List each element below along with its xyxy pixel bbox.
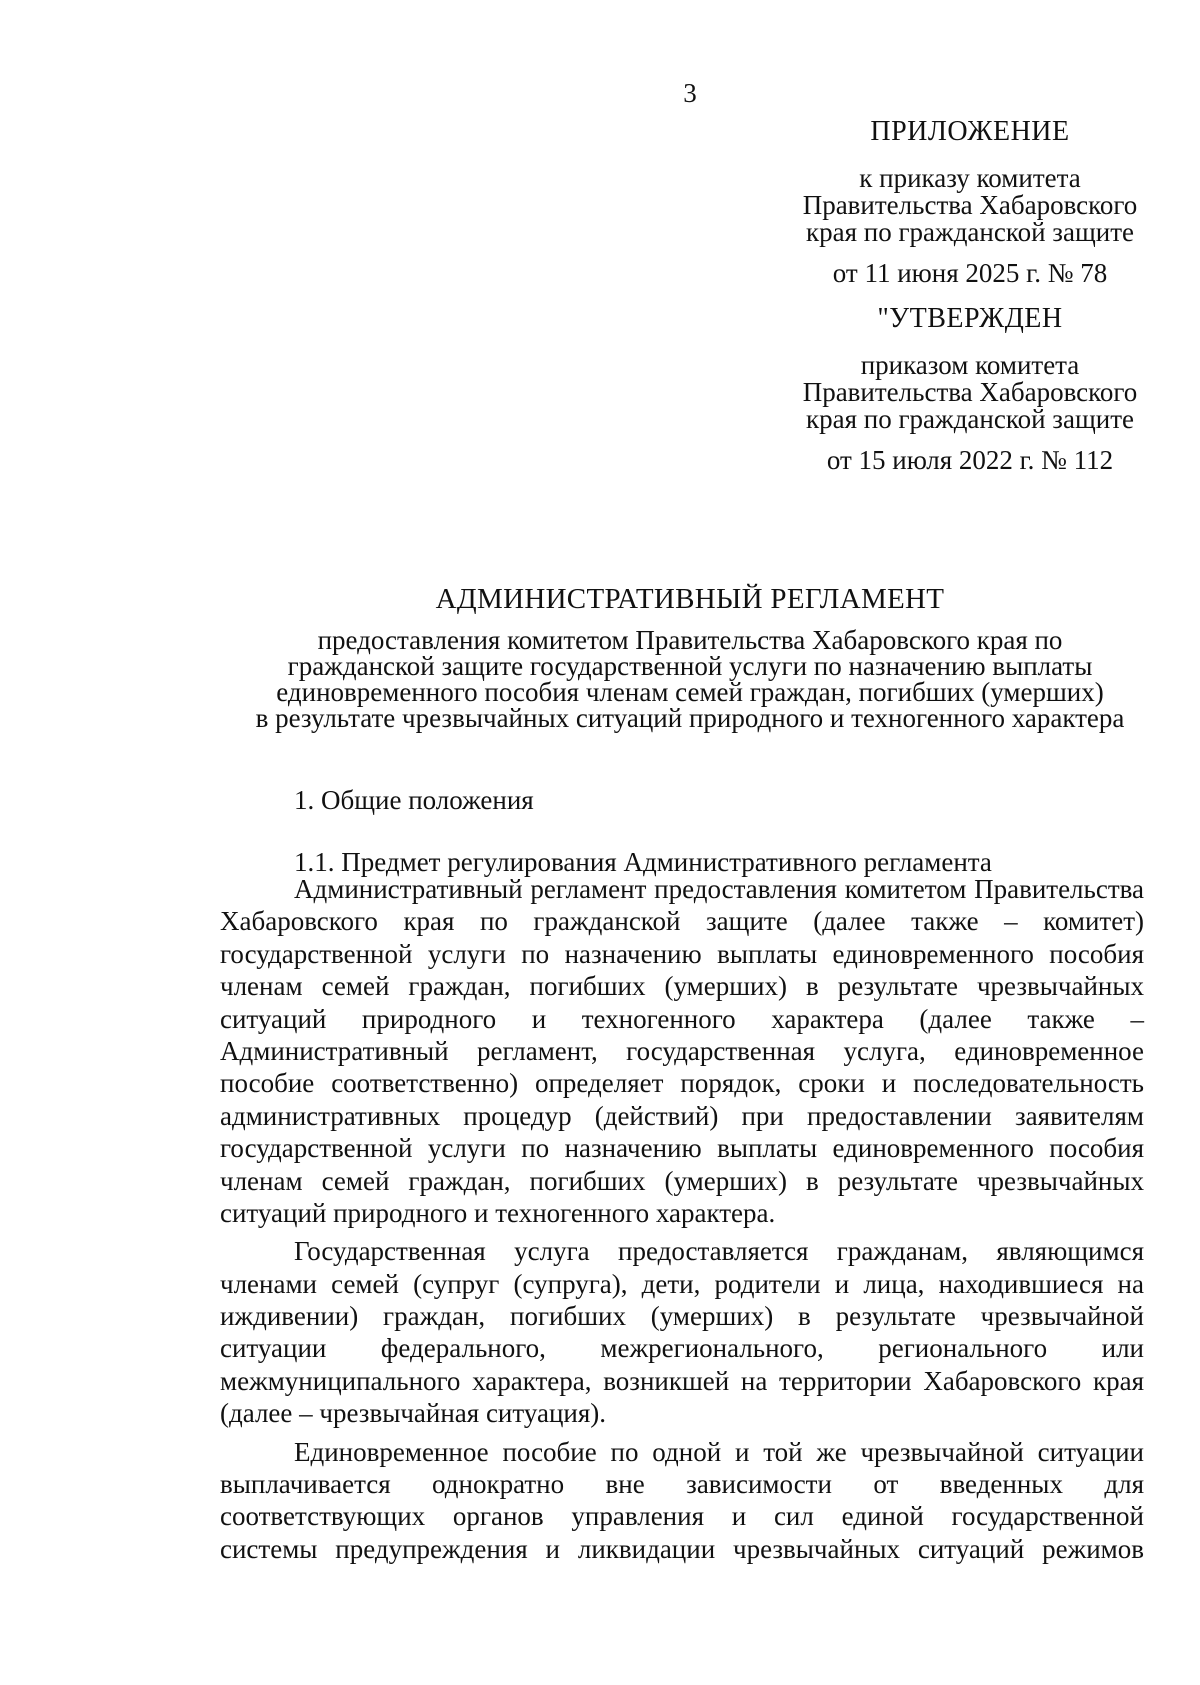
subtitle-line: гражданской защите государственной услуги по назначению выплаты — [287, 651, 1093, 681]
appendix-line: к приказу комитета — [859, 163, 1081, 193]
appendix-block — [790, 118, 1150, 287]
text-line: административных процедур (действий) при предоставлении заявителям — [220, 1100, 1144, 1131]
page-number: 3 — [683, 78, 697, 108]
text-line: ситуации федерального, межрегионального, регионального или — [220, 1333, 1144, 1364]
text-line: межмуниципального характера, возникшей на территории Хабаровского края — [220, 1365, 1144, 1396]
text-line: государственной услуги по назначению выплаты единовременного пособия — [220, 938, 1144, 969]
subtitle-line: предоставления комитетом Правительства Хабаровского края по — [317, 625, 1063, 655]
approved-line: Правительства Хабаровского — [802, 377, 1138, 407]
text-line: Административный регламент предоставления комитетом Правительства — [294, 874, 1144, 904]
text-line: Единовременное пособие по одной и той же чрезвычайной ситуации — [294, 1436, 1144, 1467]
text-line: пособие соответственно) определяет порядок, сроки и последовательность — [220, 1068, 1144, 1099]
text-line: членам семей граждан, погибших (умерших) в результате чрезвычайных — [220, 1165, 1144, 1196]
document-title: АДМИНИСТРАТИВНЫЙ РЕГЛАМЕНТ — [435, 583, 945, 615]
text-line: Хабаровского края по гражданской защите (далее также – комитет) — [220, 906, 1144, 937]
appendix-title: ПРИЛОЖЕНИЕ — [870, 116, 1070, 147]
text-line: Административный регламент, государственная услуга, единовременное — [220, 1035, 1144, 1066]
subtitle-line: в результате чрезвычайных ситуаций природного и техногенного характера — [255, 703, 1125, 733]
text-line: государственной услуги по назначению выплаты единовременного пособия — [220, 1133, 1144, 1164]
paragraph — [220, 1235, 1144, 1429]
text-line: выплачивается однократно вне зависимости от введенных для — [220, 1469, 1144, 1500]
paragraph — [220, 1436, 1144, 1566]
appendix-line: Правительства Хабаровского — [802, 190, 1138, 220]
text-line: (далее – чрезвычайная ситуация). — [220, 1398, 607, 1429]
section-heading: 1. Общие положения — [294, 785, 534, 815]
text-line: соответствующих органов управления и сил единой государственной — [220, 1501, 1144, 1532]
text-line: ситуаций природного и техногенного характера. — [220, 1197, 776, 1228]
paragraph — [220, 873, 1144, 1229]
approved-line: края по гражданской защите — [806, 404, 1134, 434]
text-line: системы предупреждения и ликвидации чрезвычайных ситуаций режимов — [220, 1533, 1144, 1564]
appendix-date: от 11 июня 2025 г. № 78 — [832, 258, 1108, 288]
appendix-line: края по гражданской защите — [806, 217, 1134, 247]
text-line: членами семей (супруг (супруга), дети, родители и лица, находившиеся на — [220, 1268, 1144, 1299]
approved-block — [790, 305, 1150, 474]
subtitle-line: единовременного пособия членам семей граждан, погибших (умерших) — [276, 677, 1104, 707]
body-text — [220, 873, 1144, 1571]
text-line: Государственная услуга предоставляется гражданам, являющимся — [294, 1236, 1144, 1267]
text-line: членам семей граждан, погибших (умерших) в результате чрезвычайных — [220, 971, 1144, 1002]
text-line: иждивении) граждан, погибших (умерших) в результате чрезвычайной — [220, 1301, 1144, 1332]
approved-date: от 15 июля 2022 г. № 112 — [826, 445, 1114, 475]
subsection-heading: 1.1. Предмет регулирования Административного регламента — [294, 847, 992, 877]
document-subtitle — [220, 627, 1160, 731]
text-line: ситуаций природного и техногенного характера (далее также – — [220, 1003, 1144, 1034]
approved-line: приказом комитета — [860, 350, 1080, 380]
approved-title: "УТВЕРЖДЕН — [877, 303, 1063, 334]
